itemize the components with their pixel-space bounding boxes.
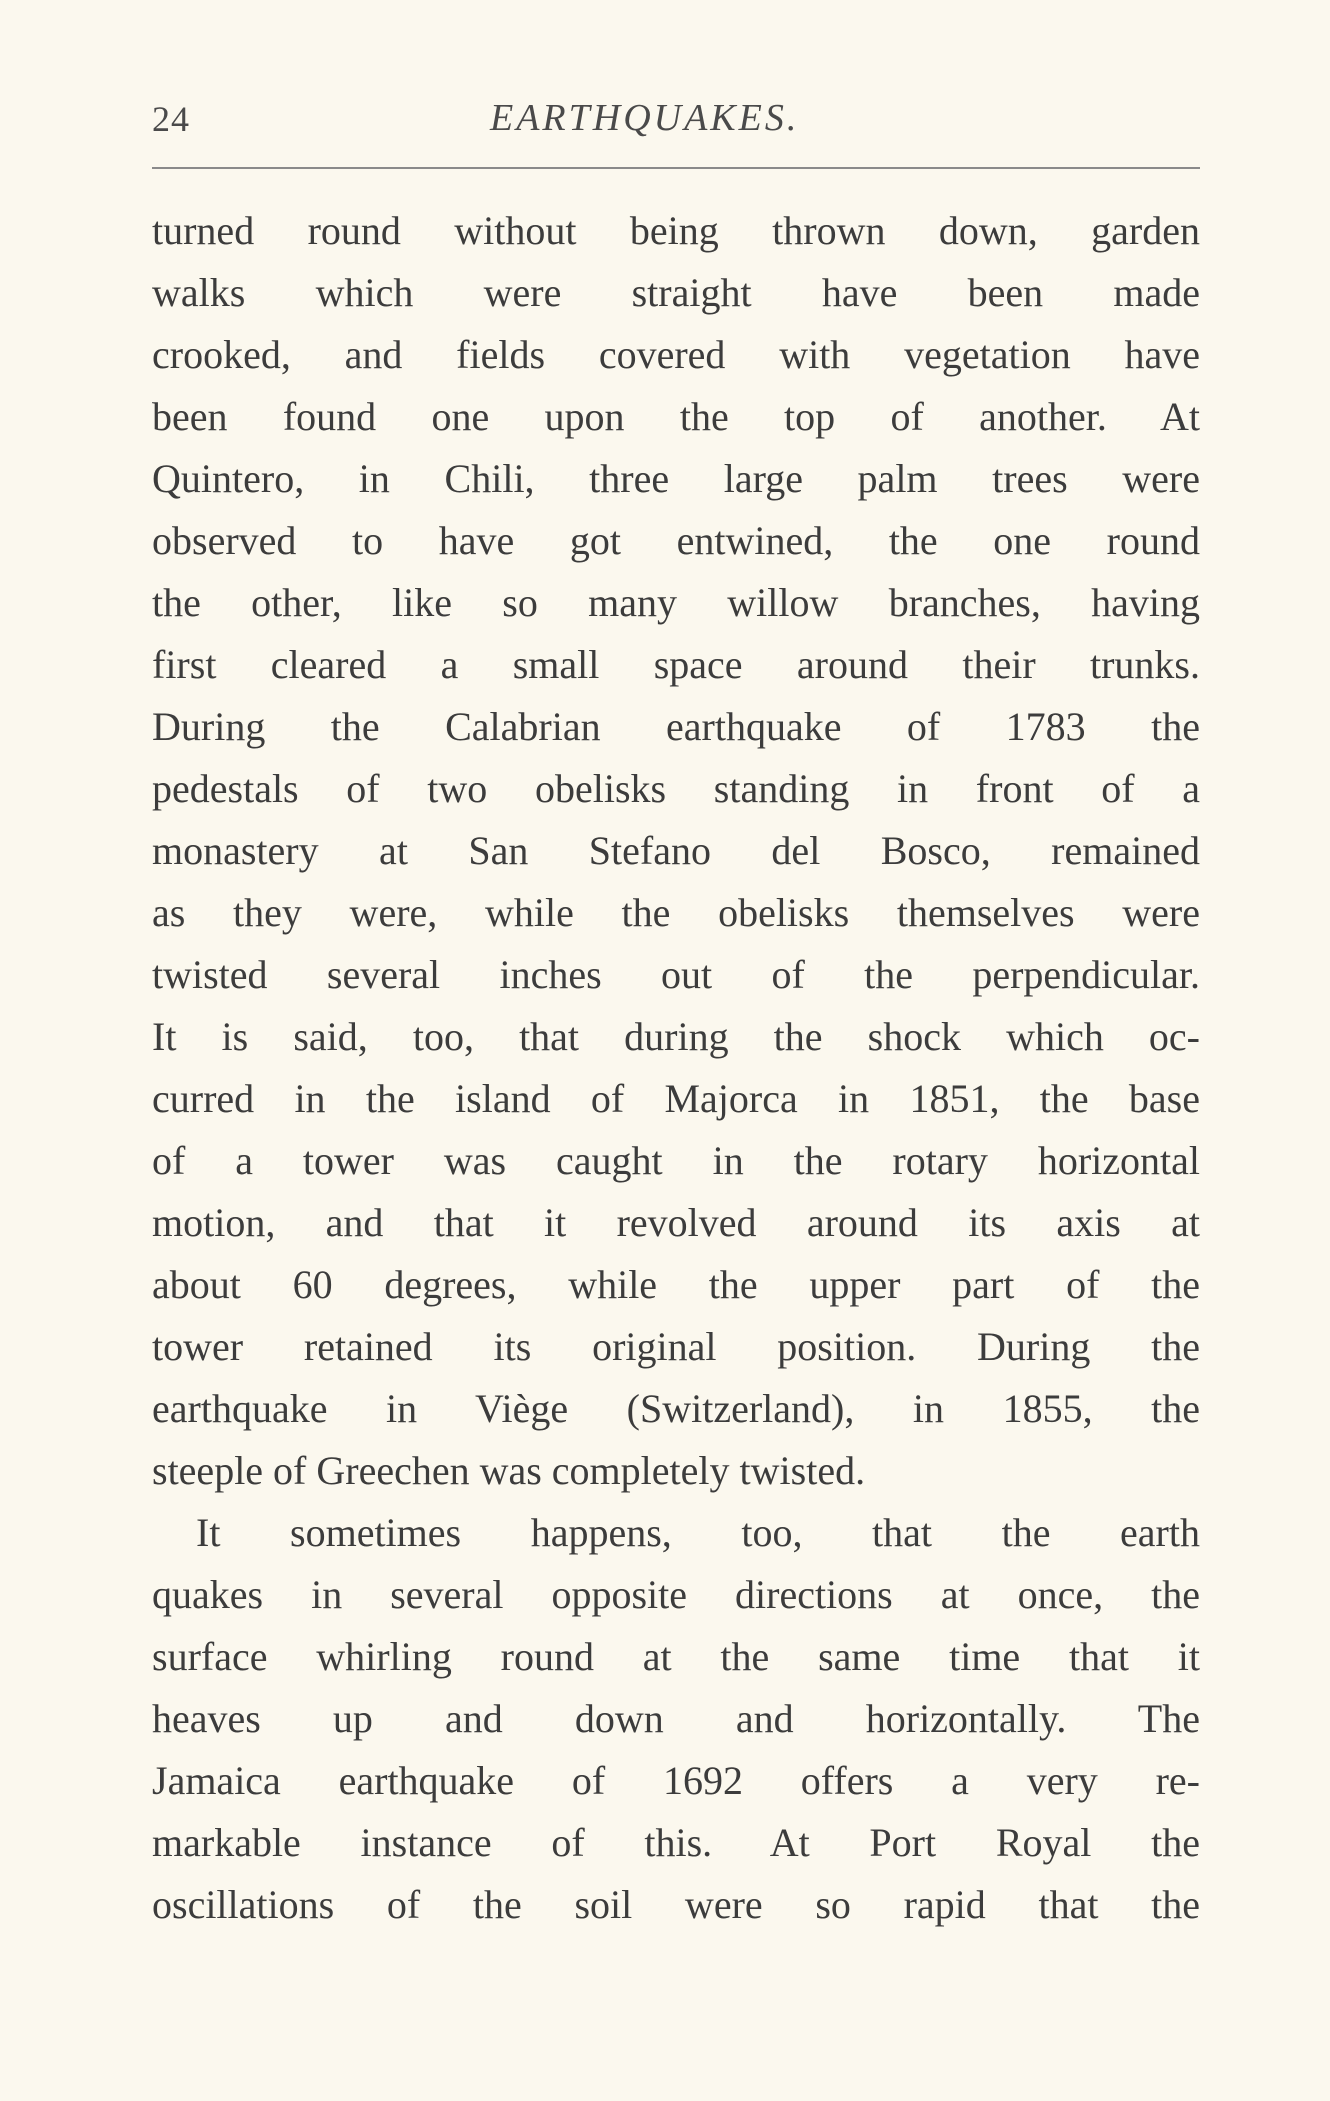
text-line: about 60 degrees, while the upper part of the bbox=[152, 1262, 1200, 1307]
body-text bbox=[152, 200, 1200, 1936]
text-line: earthquake in Viège (Switzerland), in 1855, the bbox=[152, 1386, 1200, 1431]
text-line: It is said, too, that during the shock which oc- bbox=[152, 1014, 1200, 1059]
text-line: the other, like so many willow branches, having bbox=[152, 580, 1200, 625]
text-line: turned round without being thrown down, garden bbox=[152, 208, 1200, 253]
text-line: tower retained its original position. During the bbox=[152, 1324, 1200, 1369]
running-head: EARTHQUAKES. bbox=[490, 97, 800, 139]
text-line: During the Calabrian earthquake of 1783 the bbox=[152, 704, 1200, 749]
text-line: motion, and that it revolved around its axis at bbox=[152, 1200, 1200, 1245]
text-line: Quintero, in Chili, three large palm trees were bbox=[152, 456, 1200, 501]
text-line: monastery at San Stefano del Bosco, remained bbox=[152, 828, 1200, 873]
header-rule bbox=[152, 167, 1200, 169]
text-line: oscillations of the soil were so rapid that the bbox=[152, 1882, 1200, 1927]
text-line: pedestals of two obelisks standing in front of a bbox=[152, 766, 1200, 811]
text-line: of a tower was caught in the rotary horizontal bbox=[152, 1138, 1200, 1183]
text-line: heaves up and down and horizontally. The bbox=[152, 1696, 1200, 1741]
text-line: surface whirling round at the same time that it bbox=[152, 1634, 1200, 1679]
text-line: walks which were straight have been made bbox=[152, 270, 1200, 315]
page-number: 24 bbox=[152, 99, 190, 139]
text-line: It sometimes happens, too, that the earth bbox=[196, 1510, 1200, 1555]
text-line: first cleared a small space around their trunks. bbox=[152, 642, 1200, 687]
text-line: steeple of Greechen was completely twisted. bbox=[152, 1448, 866, 1493]
text-line: observed to have got entwined, the one round bbox=[152, 518, 1200, 563]
text-line: twisted several inches out of the perpendicular. bbox=[152, 952, 1200, 997]
text-line: Jamaica earthquake of 1692 offers a very re- bbox=[152, 1758, 1200, 1803]
text-line: been found one upon the top of another. At bbox=[152, 394, 1200, 439]
text-line: as they were, while the obelisks themselves were bbox=[152, 890, 1200, 935]
text-line: curred in the island of Majorca in 1851, the base bbox=[152, 1076, 1200, 1121]
text-line: crooked, and fields covered with vegetation have bbox=[152, 332, 1200, 377]
text-line: markable instance of this. At Port Royal the bbox=[152, 1820, 1200, 1865]
text-line: quakes in several opposite directions at once, the bbox=[152, 1572, 1200, 1617]
